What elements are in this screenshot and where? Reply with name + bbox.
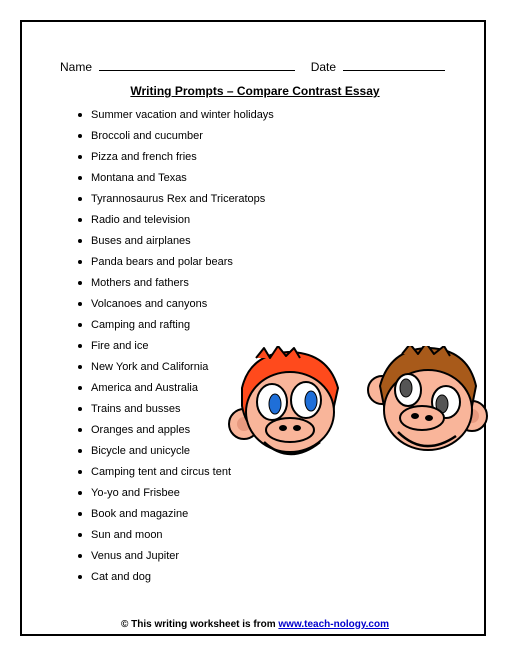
prompt-item: Fire and ice: [91, 340, 149, 352]
prompt-item: Radio and television: [91, 214, 191, 226]
prompt-item: Montana and Texas: [91, 172, 187, 184]
date-label: Date: [310, 60, 337, 74]
prompt-item: Book and magazine: [91, 508, 189, 520]
prompt-item: Sun and moon: [91, 529, 163, 541]
prompt-item: Panda bears and polar bears: [91, 256, 233, 268]
prompt-item: Volcanoes and canyons: [91, 298, 208, 310]
prompt-item: Trains and busses: [91, 403, 181, 415]
monkey-faces-icon: [228, 346, 488, 471]
right-monkey-face: [368, 346, 487, 450]
prompt-item: Broccoli and cucumber: [91, 130, 203, 142]
prompt-item: New York and California: [91, 361, 209, 373]
footer-credit: [0, 619, 510, 630]
date-field[interactable]: [343, 59, 445, 71]
prompt-item: Cat and dog: [91, 571, 151, 583]
name-field[interactable]: [99, 59, 295, 71]
prompt-item: Oranges and apples: [91, 424, 191, 436]
name-date-line: [60, 59, 445, 74]
prompt-item: Venus and Jupiter: [91, 550, 180, 562]
prompt-item: Mothers and fathers: [91, 277, 189, 289]
prompt-item: America and Australia: [91, 382, 198, 394]
footer-text: © This writing worksheet is from: [121, 619, 279, 630]
prompt-item: Camping tent and circus tent: [91, 466, 232, 478]
name-label: Name: [60, 60, 93, 74]
prompt-item: Pizza and french fries: [91, 151, 197, 163]
prompt-item: Camping and rafting: [91, 319, 191, 331]
prompt-item: Buses and airplanes: [91, 235, 191, 247]
left-monkey-face: [229, 346, 338, 454]
prompt-item: Yo-yo and Frisbee: [91, 487, 180, 499]
page-title: Writing Prompts – Compare Contrast Essay: [130, 84, 380, 98]
prompt-item: Tyrannosaurus Rex and Triceratops: [91, 193, 266, 205]
teach-nology-link[interactable]: www.teach-nology.com: [278, 619, 389, 630]
prompt-item: Summer vacation and winter holidays: [91, 109, 274, 121]
prompt-item: Bicycle and unicycle: [91, 445, 191, 457]
